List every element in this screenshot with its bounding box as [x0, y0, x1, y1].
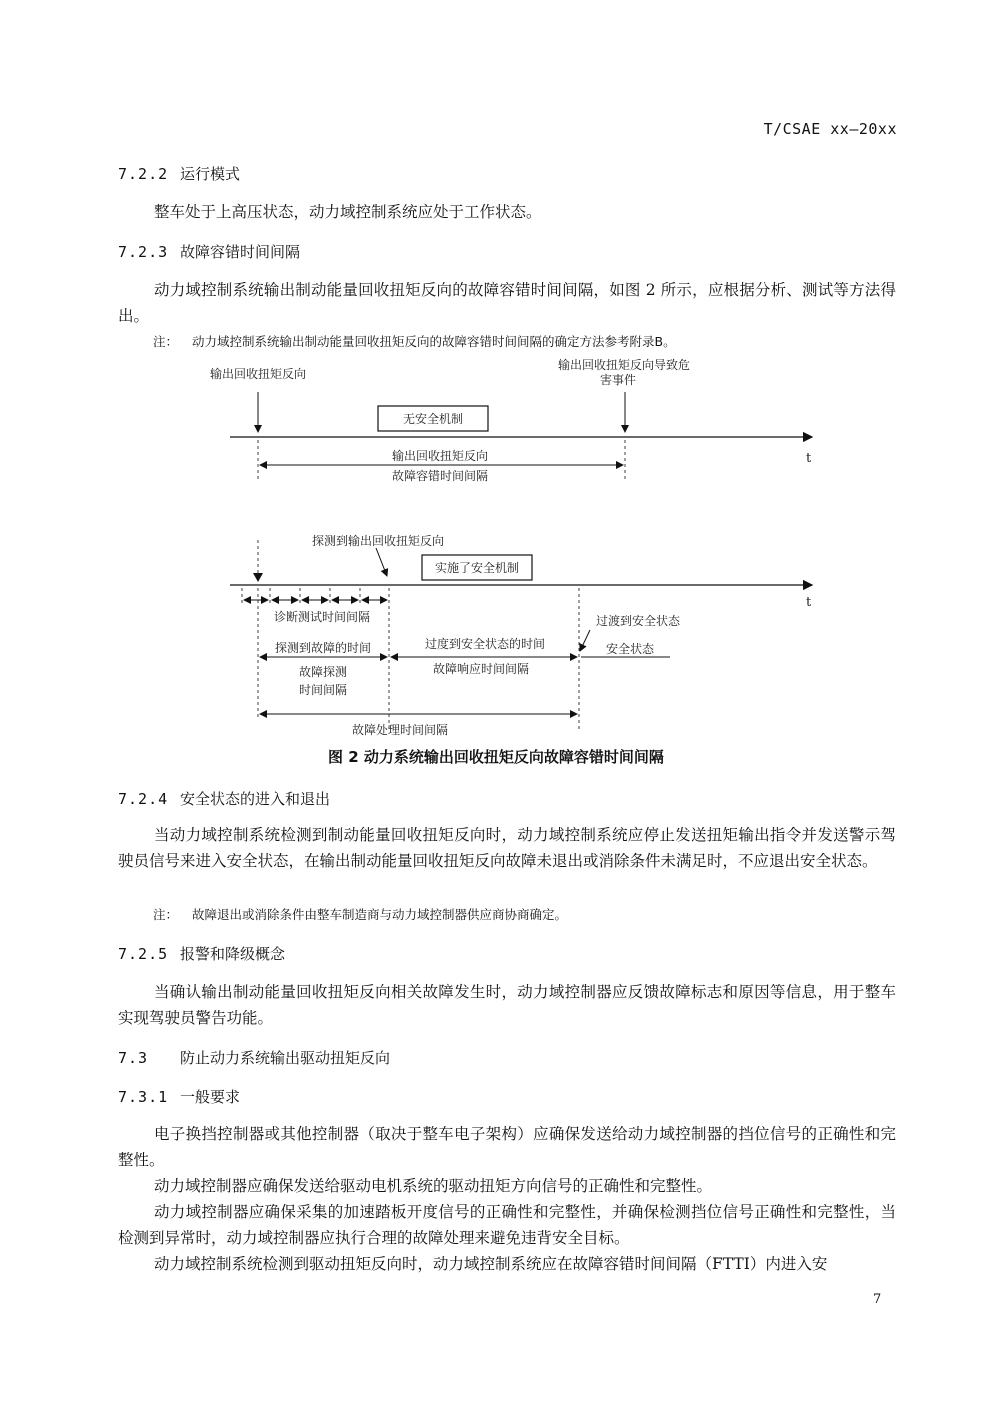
fdti-label-2: 时间间隔 — [298, 683, 348, 697]
section-title: 运行模式 — [180, 165, 241, 183]
note-text: 动力域控制系统输出制动能量回收扭矩反向的故障容错时间间隔的确定方法参考附录B。 — [192, 334, 676, 349]
detect-time-label: 探测到故障的时间 — [274, 641, 372, 655]
section-number: 7.2.4 — [118, 790, 169, 808]
section-heading-7-3 — [118, 1047, 390, 1068]
hazard-event-label-2: 害事件 — [600, 373, 637, 387]
note-label: 注： — [153, 334, 179, 349]
detection-label: 探测到输出回收扭矩反向 — [312, 534, 445, 548]
paragraph: 整车处于上高压状态，动力域控制系统应处于工作状态。 — [154, 203, 542, 221]
fault-marker — [253, 573, 263, 582]
reaction-interval-label: 故障响应时间间隔 — [432, 662, 530, 676]
fault-occurrence-label: 输出回收扭矩反向 — [210, 367, 307, 381]
figure-caption: 图 2 动力系统输出回收扭矩反向故障容错时间间隔 — [328, 748, 664, 766]
section-heading-7-2-5 — [118, 943, 285, 964]
safe-state-label: 安全状态 — [606, 642, 655, 656]
note — [153, 905, 567, 923]
section-number: 7.2.2 — [118, 165, 169, 183]
section-number: 7.2.3 — [118, 243, 169, 261]
section-number: 7.3.1 — [118, 1088, 169, 1106]
time-axis-label: t — [806, 451, 812, 466]
section-title: 一般要求 — [180, 1088, 241, 1106]
transition-time-label: 过度到安全状态的时间 — [424, 637, 546, 651]
section-title: 故障容错时间间隔 — [180, 243, 301, 261]
to-safe-state-label: 过渡到安全状态 — [596, 614, 681, 628]
fhti-label: 故障处理时间间隔 — [351, 723, 449, 737]
diagnostic-interval-label: 诊断测试时间间隔 — [273, 610, 371, 624]
ftti-span-label-1: 输出回收扭矩反向 — [391, 449, 489, 463]
section-number: 7.3 — [118, 1049, 149, 1067]
section-title: 安全状态的进入和退出 — [180, 790, 331, 808]
note-text: 故障退出或消除条件由整车制造商与动力域控制器供应商协商确定。 — [192, 907, 568, 922]
section-title: 报警和降级概念 — [180, 945, 286, 963]
section-number: 7.2.5 — [118, 945, 169, 963]
section-heading-7-3-1 — [118, 1086, 240, 1107]
paragraph: 当确认输出制动能量回收扭矩反向相关故障发生时，动力域控制器应反馈故障标志和原因等信息，用于整车实现驾驶员警告功能。 — [118, 983, 896, 1027]
ftti-span-label-2: 故障容错时间间隔 — [391, 469, 489, 483]
fdti-label-1: 故障探测 — [298, 665, 348, 679]
safety-mechanism-text: 实施了安全机制 — [434, 561, 520, 575]
paragraph: 当动力域控制系统检测到制动能量回收扭矩反向时，动力域控制系统应停止发送扭矩输出指令并发送警示驾驶员信号来进入安全状态，在输出制动能量回收扭矩反向故障未退出或消除条件未满足时，不应退出安全状态。 — [118, 826, 896, 870]
standard-number: T/CSAE xx—20xx — [763, 120, 897, 138]
detection-pointer — [376, 548, 387, 576]
section-heading-7-2-4 — [118, 788, 330, 809]
note-label: 注： — [153, 907, 179, 922]
paragraph: 动力域控制器应确保发送给驱动电机系统的驱动扭矩方向信号的正确性和完整性。 — [154, 1177, 713, 1195]
section-title: 防止动力系统输出驱动扭矩反向 — [180, 1049, 391, 1067]
safe-state-pointer — [580, 630, 590, 651]
time-axis-label: t — [806, 595, 812, 610]
no-safety-mechanism-text: 无安全机制 — [402, 412, 464, 426]
paragraph: 动力域控制系统检测到驱动扭矩反向时，动力域控制系统应在故障容错时间间隔（FTTI）内进入安 — [154, 1255, 828, 1273]
paragraph: 动力域控制系统输出制动能量回收扭矩反向的故障容错时间间隔，如图 2 所示，应根据分析、测试等方法得出。 — [118, 281, 896, 325]
hazard-event-label: 输出回收扭矩反向导致危 — [558, 358, 691, 372]
page-number: 7 — [873, 1292, 882, 1307]
paragraph: 动力域控制器应确保采集的加速踏板开度信号的正确性和完整性，并确保检测挡位信号正确性和完整性，当检测到异常时，动力域控制器应执行合理的故障处理来避免违背安全目标。 — [118, 1203, 896, 1247]
paragraph: 电子换挡控制器或其他控制器（取决于整车电子架构）应确保发送给动力域控制器的挡位信号的正确性和完整性。 — [118, 1125, 896, 1169]
